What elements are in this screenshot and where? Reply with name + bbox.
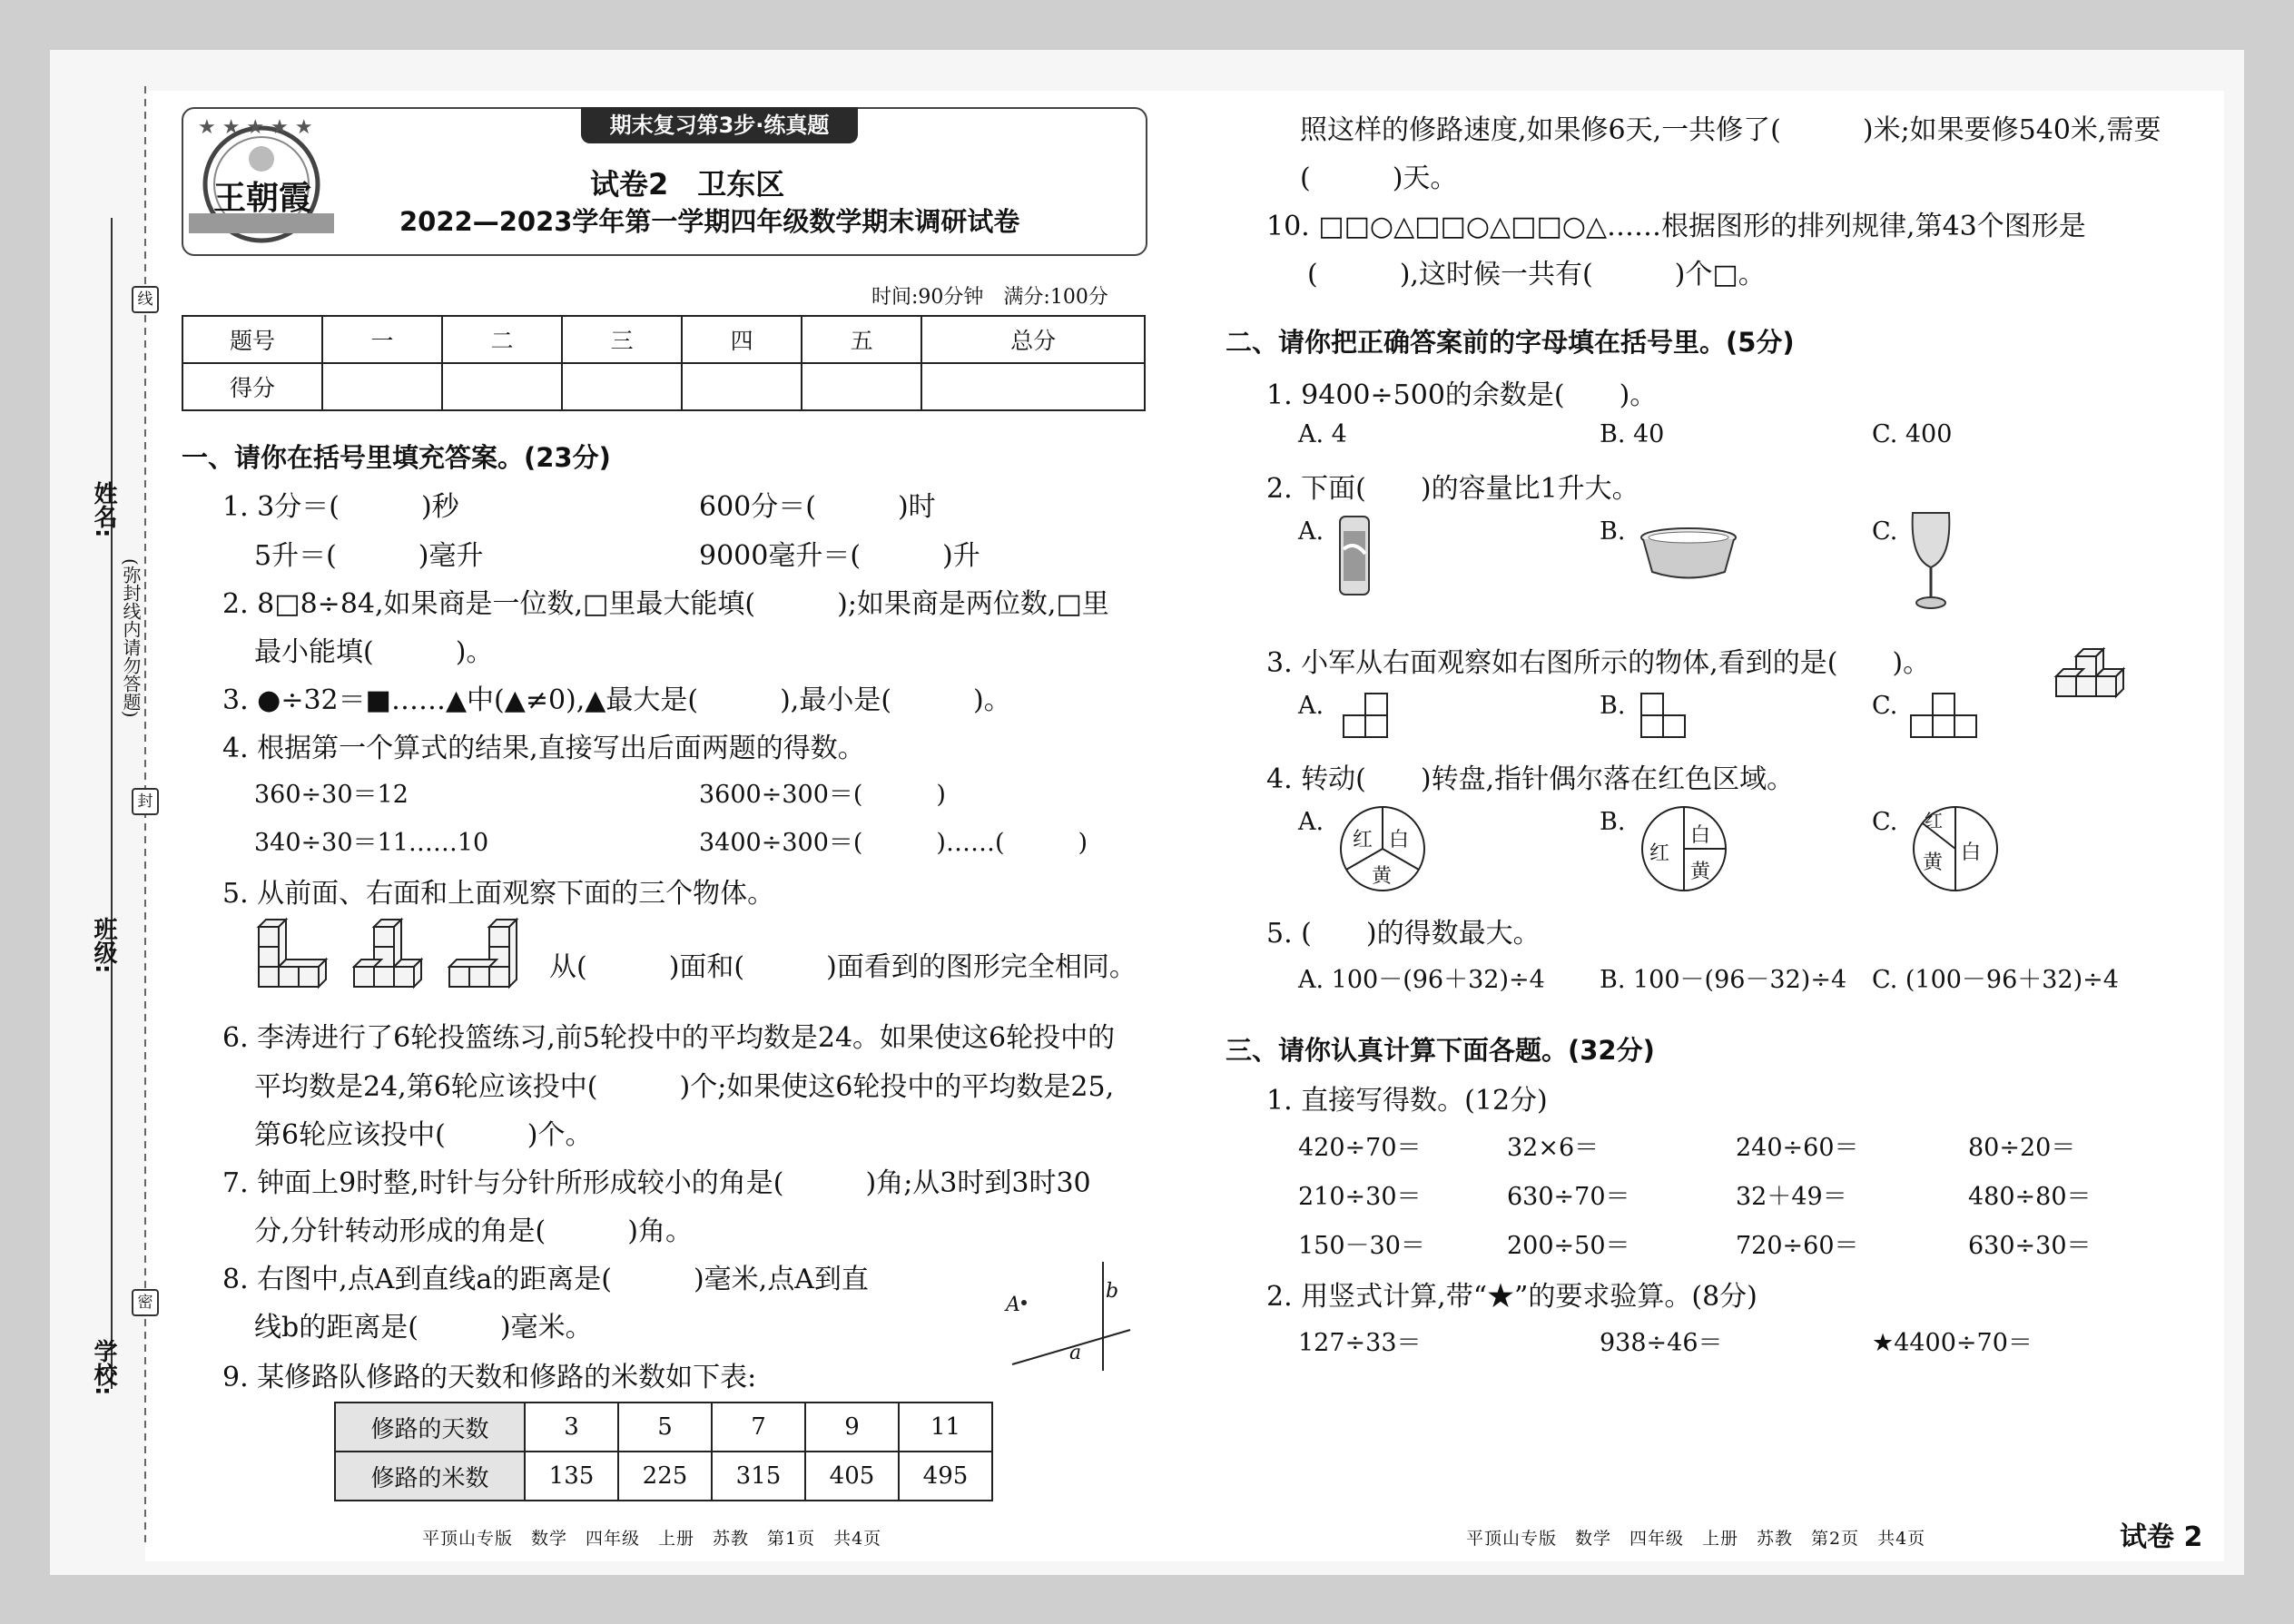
score-input-cell[interactable] [562, 363, 682, 410]
score-input-cell[interactable] [802, 363, 921, 410]
s2-q4-option-a: A. [1298, 808, 1324, 836]
q8-line-b-label: b [1106, 1280, 1119, 1303]
q6-line1: 6. 李涛进行了6轮投篮练习,前5轮投中的平均数是24。如果使这6轮投中的 [222, 1022, 1116, 1054]
series-banner: 期末复习第3步·练真题 [581, 107, 858, 143]
paper-tag: 试卷 2 [2120, 1521, 2203, 1553]
spinner-c-label: 黄 [1923, 851, 1944, 874]
road-row-label: 修路的天数 [335, 1403, 525, 1452]
road-cell: 7 [712, 1403, 805, 1452]
s2-q3: 3. 小军从右面观察如右图所示的物体,看到的是( )。 [1266, 647, 1931, 679]
brand-logo-text: 王朝霞 [213, 179, 312, 217]
calc-item: 200÷50＝ [1507, 1232, 1630, 1260]
calc-item: 480÷80＝ [1968, 1183, 2092, 1211]
q10-line1: 10. □□○△□□○△□□○△……根据图形的排列规律,第43个图形是 [1266, 211, 2086, 242]
road-cell: 405 [805, 1452, 899, 1501]
vertical-calc-item: 938÷46＝ [1600, 1329, 1723, 1357]
q10-line2: ( ),这时候一共有( )个□。 [1307, 259, 1766, 290]
basin-image [1639, 525, 1738, 584]
s2-q1-option-b: B. 40 [1600, 420, 1665, 448]
s2-q2: 2. 下面( )的容量比1升大。 [1266, 473, 1639, 505]
q6-line3: 第6轮应该投中( )个。 [254, 1119, 593, 1151]
school-label: 学校: [90, 1339, 117, 1396]
q2-line2: 最小能填( )。 [254, 636, 494, 668]
q4-eq2: 3600÷300＝( ) [699, 781, 946, 809]
q2-line1: 2. 8□8÷84,如果商是一位数,□里最大能填( );如果商是两位数,□里 [222, 588, 1109, 620]
calc-item: 32×6＝ [1507, 1134, 1600, 1162]
binding-mark-seal: 封 [132, 788, 159, 815]
can-image [1336, 513, 1373, 599]
s2-q1-option-a: A. 4 [1298, 420, 1347, 448]
s2-q3-option-c: C. [1872, 692, 1898, 720]
s2-q2-option-a: A. [1298, 517, 1324, 546]
q8-line1: 8. 右图中,点A到直线a的距离是( )毫米,点A到直 [222, 1264, 869, 1295]
binding-solid-line [107, 218, 116, 1389]
q5-cube-figures [254, 917, 572, 994]
view-option-b [1637, 690, 1691, 740]
road-cell: 5 [618, 1403, 712, 1452]
score-table [182, 315, 1146, 411]
calc-item: 630÷30＝ [1968, 1232, 2092, 1260]
s2-q1-option-c: C. 400 [1872, 420, 1953, 448]
binding-mark-line: 线 [132, 286, 159, 313]
q1-part-c: 5升＝( )毫升 [254, 540, 484, 572]
wine-glass-image [1908, 508, 1954, 613]
q7-line1: 7. 钟面上9时整,时针与分针所形成较小的角是( )角;从3时到3时30 [222, 1167, 1091, 1199]
vertical-calc-item: 127÷33＝ [1298, 1329, 1422, 1357]
calc-item: 630÷70＝ [1507, 1183, 1630, 1211]
q4: 4. 根据第一个算式的结果,直接写出后面两题的得数。 [222, 733, 865, 764]
q9: 9. 某修路队修路的天数和修路的米数如下表: [222, 1362, 757, 1393]
view-option-a [1339, 690, 1393, 740]
spinner-c-label: 白 [1961, 842, 1982, 864]
section2-heading: 二、请你把正确答案前的字母填在括号里。(5分) [1226, 327, 1795, 358]
s3-q2: 2. 用竖式计算,带“★”的要求验算。(8分) [1266, 1281, 1757, 1313]
calc-item: 80÷20＝ [1968, 1134, 2076, 1162]
s2-q4-option-c: C. [1872, 808, 1898, 836]
road-row-label: 修路的米数 [335, 1452, 525, 1501]
q9-continued-line2: ( )天。 [1300, 162, 1458, 194]
class-label: 班级: [90, 917, 117, 974]
spinner-a-label: 白 [1389, 829, 1410, 851]
score-header-cell: 二 [442, 316, 562, 363]
calc-item: 420÷70＝ [1298, 1134, 1422, 1162]
s2-q4-option-b: B. [1600, 808, 1626, 836]
s3-q1: 1. 直接写得数。(12分) [1266, 1085, 1548, 1117]
q1-part-d: 9000毫升＝( )升 [699, 540, 980, 572]
s2-q2-option-c: C. [1872, 517, 1898, 546]
section1-heading: 一、请你在括号里填充答案。(23分) [182, 442, 611, 473]
score-row-label: 得分 [182, 363, 322, 410]
q4-eq3: 340÷30＝11……10 [254, 829, 489, 857]
paper-title: 试卷2 卫东区 [590, 167, 785, 202]
road-cell: 495 [899, 1452, 992, 1501]
calc-item: 720÷60＝ [1736, 1232, 1859, 1260]
score-input-cell[interactable] [322, 363, 442, 410]
spinner-a-label: 红 [1353, 829, 1373, 851]
s2-q2-option-b: B. [1600, 517, 1626, 546]
spinner-b-label: 白 [1690, 824, 1711, 847]
q6-line2: 平均数是24,第6轮应该投中( )个;如果使这6轮投中的平均数是25, [254, 1071, 1115, 1103]
q8-line2: 线b的距离是( )毫米。 [254, 1312, 593, 1343]
binding-notice: (弥封线内请勿答题) [120, 558, 142, 718]
section3-heading: 三、请你认真计算下面各题。(32分) [1226, 1035, 1655, 1066]
view-option-c [1906, 690, 1984, 740]
vertical-calc-item: ★4400÷70＝ [1872, 1329, 2033, 1357]
road-cell: 11 [899, 1403, 992, 1452]
q4-eq1: 360÷30＝12 [254, 781, 409, 809]
road-cell: 9 [805, 1403, 899, 1452]
score-header-cell: 三 [562, 316, 682, 363]
q8-line-a-label: a [1069, 1342, 1082, 1364]
s2-q1: 1. 9400÷500的余数是( )。 [1266, 379, 1658, 411]
score-header-cell: 题号 [182, 316, 322, 363]
score-header-cell: 五 [802, 316, 921, 363]
s2-q4: 4. 转动( )转盘,指针偶尔落在红色区域。 [1266, 763, 1795, 795]
road-cell: 135 [525, 1452, 618, 1501]
calc-item: 32＋49＝ [1736, 1183, 1847, 1211]
calc-item: 240÷60＝ [1736, 1134, 1859, 1162]
s2-q5-option-b: B. 100－(96－32)÷4 [1600, 966, 1847, 994]
s2-q3-option-b: B. [1600, 692, 1626, 720]
s2-q5: 5. ( )的得数最大。 [1266, 918, 1541, 950]
q9-continued-line1: 照这样的修路速度,如果修6天,一共修了( )米;如果要修540米,需要 [1300, 114, 2161, 146]
q8-point-label: A [1006, 1294, 1020, 1316]
score-input-cell[interactable] [921, 363, 1145, 410]
score-header-cell: 总分 [921, 316, 1145, 363]
road-cell: 315 [712, 1452, 805, 1501]
road-cell: 225 [618, 1452, 712, 1501]
time-info: 时间:90分钟 满分:100分 [871, 286, 1108, 309]
spinner-b-label: 黄 [1690, 861, 1711, 883]
q1-part-a: 1. 3分＝( )秒 [222, 491, 459, 523]
calc-item: 150－30＝ [1298, 1232, 1425, 1260]
binding-mark-secret: 密 [132, 1289, 159, 1316]
spinner-c-label: 红 [1925, 810, 1943, 832]
s2-q5-option-a: A. 100－(96＋32)÷4 [1298, 966, 1545, 994]
q7-line2: 分,分针转动形成的角是( )角。 [254, 1216, 693, 1247]
name-label: 姓名: [90, 481, 117, 538]
spinner-a-label: 黄 [1372, 865, 1393, 888]
score-header-cell: 四 [682, 316, 802, 363]
s2-q3-option-a: A. [1298, 692, 1324, 720]
road-cell: 3 [525, 1403, 618, 1452]
score-input-cell[interactable] [442, 363, 562, 410]
q1-part-b: 600分＝( )时 [699, 491, 936, 523]
score-input-cell[interactable] [682, 363, 802, 410]
q5-answer: 从( )面和( )面看到的图形完全相同。 [549, 951, 1137, 983]
road-table [334, 1402, 993, 1501]
svg-text:★ ★ ★ ★ ★: ★ ★ ★ ★ ★ [198, 116, 313, 139]
score-header-cell: 一 [322, 316, 442, 363]
spinner-b-label: 红 [1649, 842, 1670, 865]
right-footer: 平顶山专版 数学 四年级 上册 苏教 第2页 共4页 [1466, 1529, 1926, 1549]
s2-q5-option-c: C. (100－96＋32)÷4 [1872, 966, 2119, 994]
left-footer: 平顶山专版 数学 四年级 上册 苏教 第1页 共4页 [422, 1529, 882, 1549]
q4-eq4: 3400÷300＝( )……( ) [699, 829, 1088, 857]
paper-subtitle: 2022—2023学年第一学期四年级数学期末调研试卷 [399, 206, 1020, 237]
q3: 3. ●÷32＝■……▲中(▲≠0),▲最大是( ),最小是( )。 [222, 684, 1011, 716]
q5: 5. 从前面、右面和上面观察下面的三个物体。 [222, 878, 775, 910]
calc-item: 210÷30＝ [1298, 1183, 1422, 1211]
s2-q3-object-figure [2052, 635, 2133, 704]
